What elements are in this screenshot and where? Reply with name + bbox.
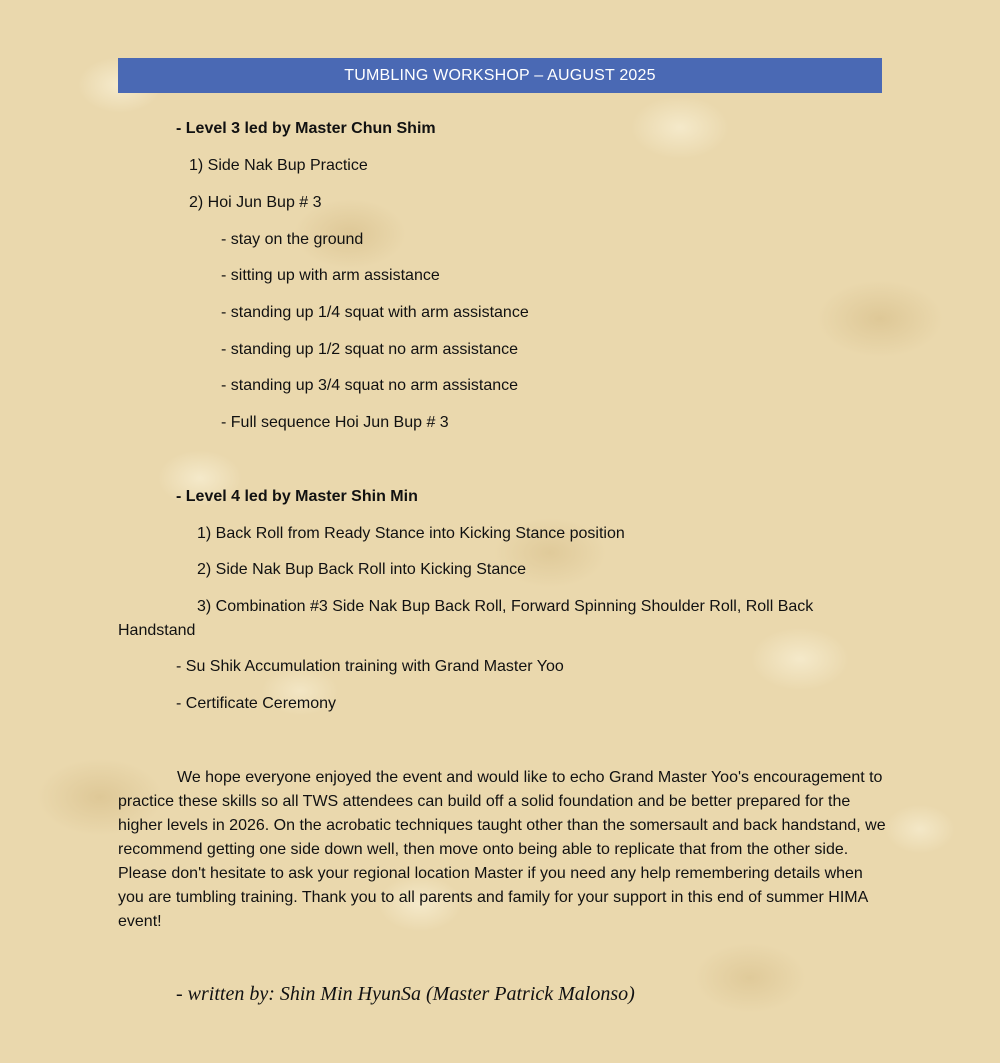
page-title-banner xyxy=(118,58,882,93)
page-title: TUMBLING WORKSHOP – AUGUST 2025 xyxy=(344,66,656,84)
level-3-item: 2) Hoi Jun Bup # 3 xyxy=(189,194,322,211)
level-3-subitem: - sitting up with arm assistance xyxy=(221,267,440,284)
level-4-heading: - Level 4 led by Master Shin Min xyxy=(176,488,418,505)
closing-paragraph: We hope everyone enjoyed the event and would like to echo Grand Master Yoo's encouragement to practice these skills so all TWS attendees can build off a solid foundation and be better prepared for the higher levels in 2026. On the acrobatic techniques taught other than the somersault and back handstand, we recommend getting one side down well, then move onto being able to replicate that from the other side. Please don't hesitate to ask your regional location Master if you need any help remembering details when you are tumbling training. Thank you to all parents and family for your support in this end of summer HIMA event! xyxy=(118,769,886,930)
extra-item: - Certificate Ceremony xyxy=(176,695,337,712)
level-3-subitem: - stay on the ground xyxy=(221,231,364,248)
level-3-item: 1) Side Nak Bup Practice xyxy=(189,157,368,174)
level-3-subitem: - Full sequence Hoi Jun Bup # 3 xyxy=(221,414,449,431)
extra-item: - Su Shik Accumulation training with Grand Master Yoo xyxy=(176,658,564,675)
level-4-item: 3) Combination #3 Side Nak Bup Back Roll, Forward Spinning Shoulder Roll, Roll Back xyxy=(197,598,814,615)
level-4-item: 2) Side Nak Bup Back Roll into Kicking Stance xyxy=(197,561,527,578)
level-3-heading: - Level 3 led by Master Chun Shim xyxy=(176,120,436,137)
level-3-subitem: - standing up 1/4 squat with arm assistance xyxy=(221,304,529,321)
level-4-item: 1) Back Roll from Ready Stance into Kicking Stance position xyxy=(197,525,625,542)
level-3-subitem: - standing up 3/4 squat no arm assistance xyxy=(221,377,519,394)
level-3-subitem: - standing up 1/2 squat no arm assistance xyxy=(221,341,519,358)
level-4-item-continued: Handstand xyxy=(118,622,196,639)
signature: - written by: Shin Min HyunSa (Master Patrick Malonso) xyxy=(176,983,635,1005)
